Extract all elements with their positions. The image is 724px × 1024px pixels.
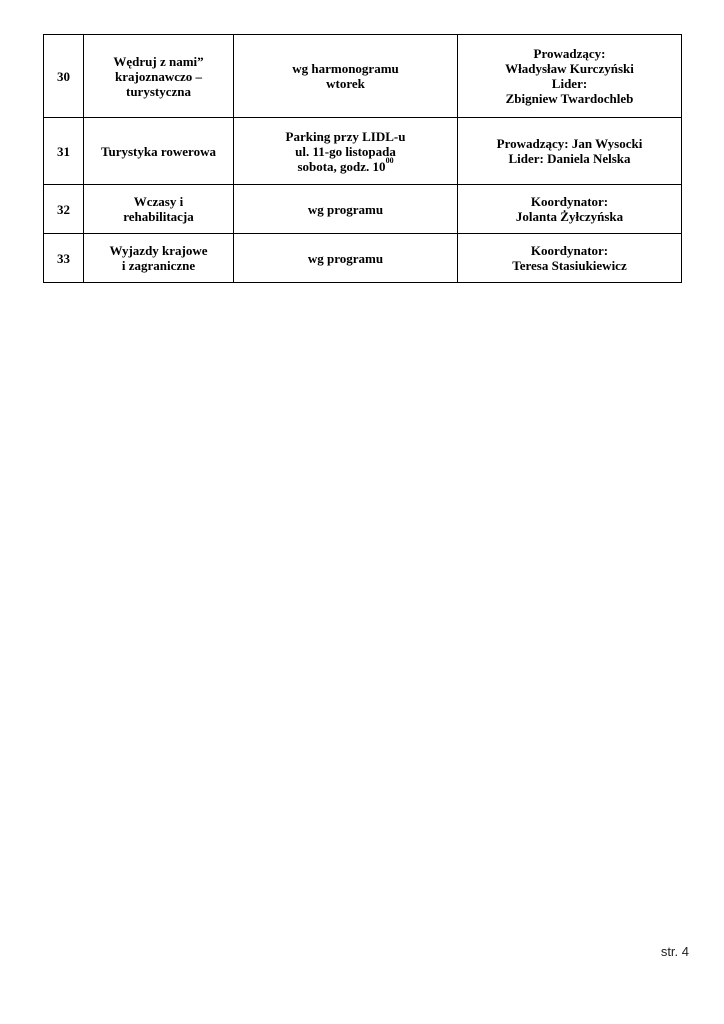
activity-name-line: Turystyka rowerowa [101,143,216,159]
activity-name-line: rehabilitacja [123,209,194,224]
activity-schedule [234,185,458,234]
leader-line: Koordynator: [530,194,609,209]
schedule-time-text: sobota, godz. 10 [297,158,386,174]
leader-line: Prowadzący: Jan Wysocki [496,136,643,151]
activity-leaders [458,35,682,118]
activity-name [84,118,234,185]
activity-leaders [458,185,682,234]
row-number: 33 [44,234,84,283]
schedule-line: wg harmonogramu [292,61,399,76]
table-row [44,118,682,185]
row-number: 30 [44,35,84,118]
activity-schedule [234,118,458,185]
activity-name [84,185,234,234]
activity-name-line: krajoznawczo – [114,68,202,84]
schedule-line: ul. 11-go listopada [295,143,396,159]
page-number: str. 4 [660,944,689,959]
activities-table [43,34,682,283]
activity-leaders [458,118,682,185]
table-row [44,35,682,118]
leader-line: Prowadzący: [533,46,606,61]
activity-name [84,35,234,118]
schedule-line: wtorek [326,76,365,91]
schedule-line: wg programu [307,201,384,217]
schedule-time-minutes: 00 [385,156,394,166]
activity-schedule [234,35,458,118]
leader-line: Jolanta Żyłczyńska [515,209,624,224]
activity-name-line: turystyczna [126,83,191,99]
leader-line: Lider: [551,76,588,91]
schedule-time-line [238,156,453,174]
leader-line: Władysław Kurczyński [505,61,634,76]
leader-line: Lider: Daniela Nelska [508,151,631,166]
table-row [44,234,682,283]
activity-leaders [458,234,682,283]
activity-name-line: Wczasy i [133,194,184,209]
activity-name-line: i zagraniczne [121,258,196,273]
activity-name [84,234,234,283]
leader-line: Zbigniew Twardochleb [505,91,634,106]
activity-name-line: Wyjazdy krajowe [109,243,208,258]
leader-line: Koordynator: [530,243,609,258]
schedule-line: wg programu [307,250,384,266]
row-number: 32 [44,185,84,234]
activity-schedule [234,234,458,283]
table-row [44,185,682,234]
leader-line: Teresa Stasiukiewicz [512,258,627,273]
activity-name-line: Wędruj z nami” [113,53,204,69]
row-number: 31 [44,118,84,185]
schedule-line: Parking przy LIDL-u [285,128,406,144]
